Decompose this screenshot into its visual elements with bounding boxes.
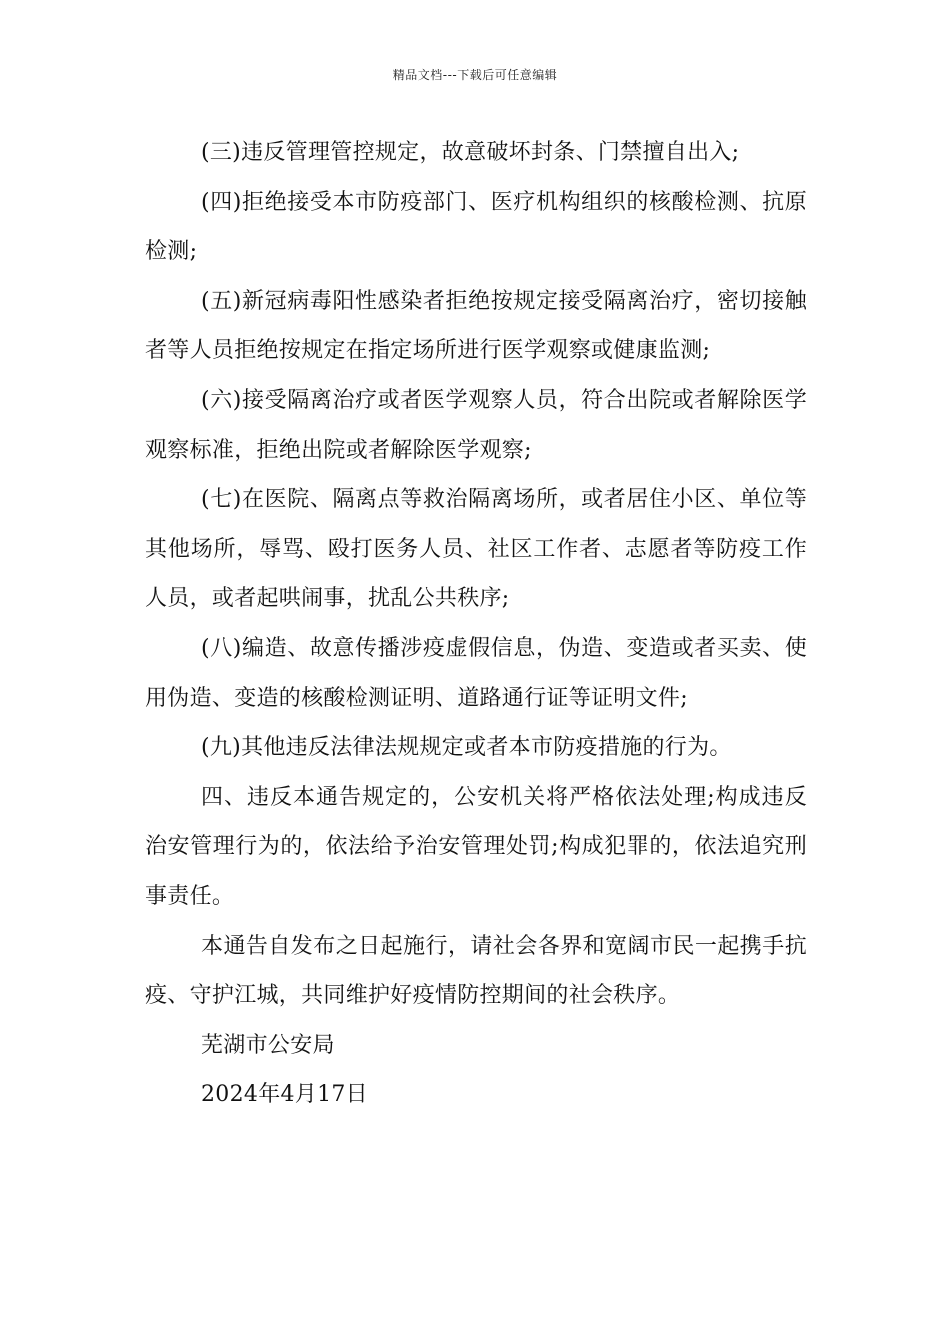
paragraph-item-6: (六)接受隔离治疗或者医学观察人员，符合出院或者解除医学观察标准，拒绝出院或者解除医学观察; [145, 387, 807, 463]
paragraph-item-5: (五)新冠病毒阳性感染者拒绝按规定接受隔离治疗，密切接触者等人员拒绝按规定在指定场所进行医学观察或健康监测; [145, 288, 807, 364]
paragraph-section-4: 四、违反本通告规定的，公安机关将严格依法处理;构成违反治安管理行为的，依法给予治安管理处罚;构成犯罪的，依法追究刑事责任。 [145, 784, 807, 909]
issue-date: 2024年4月17日 [201, 1082, 368, 1108]
paragraph-effective-notice: 本通告自发布之日起施行，请社会各界和宽阔市民一起携手抗疫、守护江城，共同维护好疫情防控期间的社会秩序。 [145, 933, 807, 1009]
paragraph-item-7: (七)在医院、隔离点等救治隔离场所，或者居住小区、单位等其他场所，辱骂、殴打医务人员、社区工作者、志愿者等防疫工作人员，或者起哄闹事，扰乱公共秩序; [145, 487, 807, 612]
document-body [145, 128, 807, 1120]
page-header: 精品文档---下载后可任意编辑 [392, 68, 558, 82]
issuer-signature: 芜湖市公安局 [201, 1032, 335, 1058]
paragraph-item-9: (九)其他违反法律法规规定或者本市防疫措施的行为。 [201, 735, 732, 761]
paragraph-item-3: (三)违反管理管控规定，故意破坏封条、门禁擅自出入; [201, 140, 740, 165]
paragraph-item-4: (四)拒绝接受本市防疫部门、医疗机构组织的核酸检测、抗原检测; [145, 189, 807, 265]
paragraph-item-8: (八)编造、故意传播涉疫虚假信息，伪造、变造或者买卖、使用伪造、变造的核酸检测证明、道路通行证等证明文件; [145, 635, 807, 711]
